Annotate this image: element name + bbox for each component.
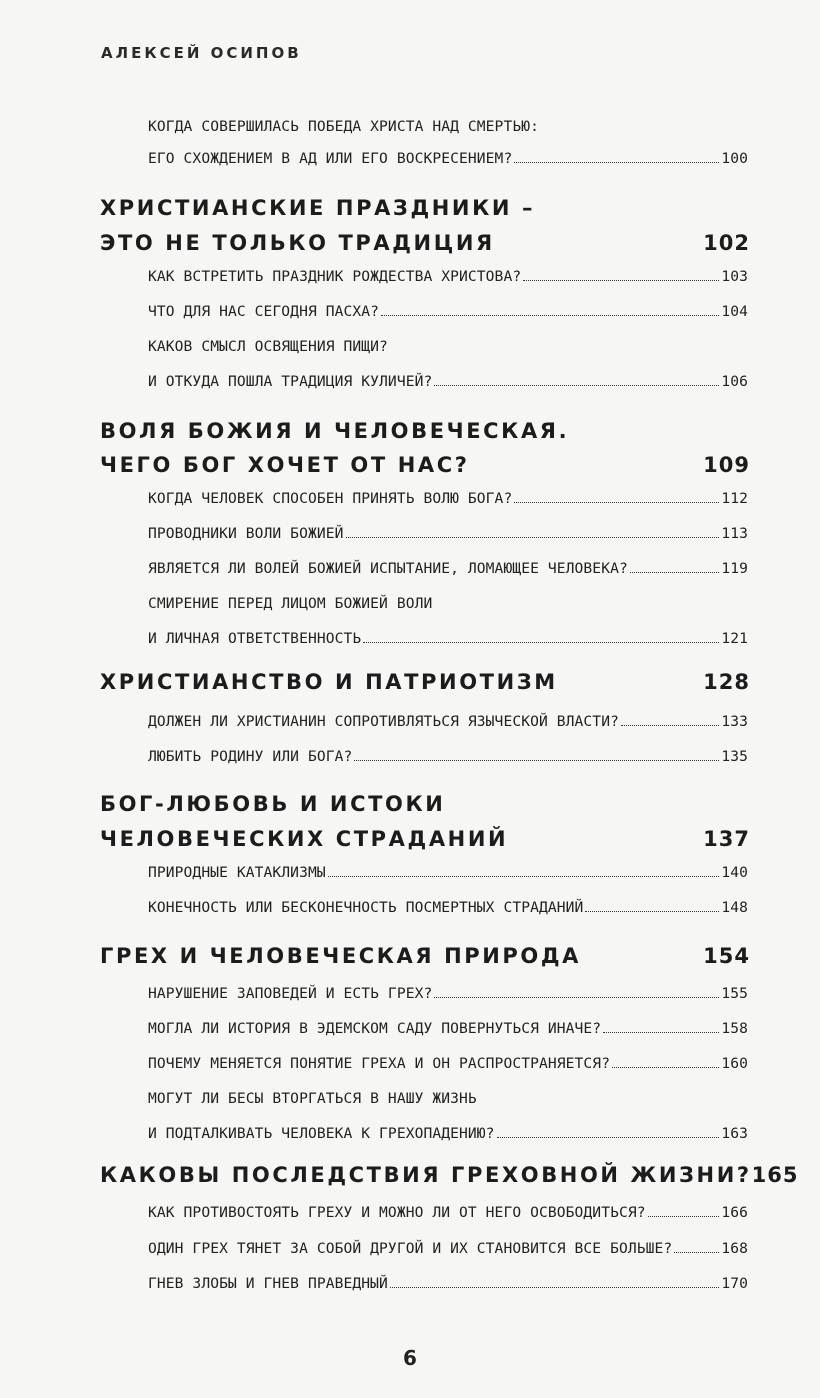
entry-title: ЕГО СХОЖДЕНИЕМ В АД ИЛИ ЕГО ВОСКРЕСЕНИЕМ? xyxy=(148,150,513,167)
entry-page-number: 140 xyxy=(721,864,748,881)
section-title: ЧЕГО БОГ ХОЧЕТ ОТ НАС? xyxy=(100,453,470,477)
toc-entry xyxy=(148,1090,748,1107)
entry-title: СМИРЕНИЕ ПЕРЕД ЛИЦОМ БОЖИЕЙ ВОЛИ xyxy=(148,595,433,612)
dot-leader xyxy=(674,1252,719,1253)
section-title: ХРИСТИАНСКИЕ ПРАЗДНИКИ – xyxy=(100,196,536,220)
entry-title: ЛЮБИТЬ РОДИНУ ИЛИ БОГА? xyxy=(148,748,353,765)
toc-entry xyxy=(148,864,748,881)
toc-section-heading xyxy=(100,453,750,477)
entry-title: ПРИРОДНЫЕ КАТАКЛИЗМЫ xyxy=(148,864,326,881)
toc-section-heading xyxy=(100,231,750,255)
entry-title: МОГУТ ЛИ БЕСЫ ВТОРГАТЬСЯ В НАШУ ЖИЗНЬ xyxy=(148,1090,477,1107)
entry-page-number: 104 xyxy=(721,303,748,320)
dot-leader xyxy=(603,1032,719,1033)
dot-leader xyxy=(514,162,719,163)
toc-section-heading xyxy=(100,419,750,443)
dot-leader xyxy=(612,1067,719,1068)
dot-leader xyxy=(434,385,719,386)
entry-title: КАК ПРОТИВОСТОЯТЬ ГРЕХУ И МОЖНО ЛИ ОТ НЕГО ОСВОБОДИТЬСЯ? xyxy=(148,1204,646,1221)
entry-page-number: 128 xyxy=(703,670,750,694)
entry-page-number: 112 xyxy=(721,490,748,507)
dot-leader xyxy=(630,572,719,573)
entry-page-number: 135 xyxy=(721,748,748,765)
toc-entry xyxy=(148,748,748,765)
entry-title: ГНЕВ ЗЛОБЫ И ГНЕВ ПРАВЕДНЫЙ xyxy=(148,1275,388,1292)
toc-section-heading xyxy=(100,670,750,694)
entry-title: КОНЕЧНОСТЬ ИЛИ БЕСКОНЕЧНОСТЬ ПОСМЕРТНЫХ СТРАДАНИЙ xyxy=(148,899,584,916)
section-title: ЭТО НЕ ТОЛЬКО ТРАДИЦИЯ xyxy=(100,231,495,255)
dot-leader xyxy=(346,537,720,538)
entry-page-number: 103 xyxy=(721,268,748,285)
dot-leader xyxy=(648,1216,720,1217)
entry-page-number: 170 xyxy=(721,1275,748,1292)
dot-leader xyxy=(585,911,719,912)
toc-section-heading xyxy=(100,792,750,816)
running-head-author: АЛЕКСЕЙ ОСИПОВ xyxy=(101,44,302,62)
toc-entry xyxy=(148,1240,748,1257)
entry-title: ПОЧЕМУ МЕНЯЕТСЯ ПОНЯТИЕ ГРЕХА И ОН РАСПРОСТРАНЯЕТСЯ? xyxy=(148,1055,611,1072)
entry-title: КАКОВ СМЫСЛ ОСВЯЩЕНИЯ ПИЩИ? xyxy=(148,338,388,355)
toc-entry xyxy=(148,1204,748,1221)
entry-title: НАРУШЕНИЕ ЗАПОВЕДЕЙ И ЕСТЬ ГРЕХ? xyxy=(148,985,433,1002)
toc-entry xyxy=(148,899,748,916)
toc-entry xyxy=(148,118,748,135)
dot-leader xyxy=(363,642,719,643)
toc-entry xyxy=(148,373,748,390)
entry-title: И ПОДТАЛКИВАТЬ ЧЕЛОВЕКА К ГРЕХОПАДЕНИЮ? xyxy=(148,1125,495,1142)
dot-leader xyxy=(354,760,719,761)
toc-entry xyxy=(148,1055,748,1072)
entry-page-number: 148 xyxy=(721,899,748,916)
entry-page-number: 102 xyxy=(703,231,750,255)
entry-title: КАК ВСТРЕТИТЬ ПРАЗДНИК РОЖДЕСТВА ХРИСТОВА? xyxy=(148,268,522,285)
section-title: БОГ-ЛЮБОВЬ И ИСТОКИ xyxy=(100,792,446,816)
entry-title: ПРОВОДНИКИ ВОЛИ БОЖИЕЙ xyxy=(148,525,344,542)
entry-title: КОГДА СОВЕРШИЛАСЬ ПОБЕДА ХРИСТА НАД СМЕРТЬЮ: xyxy=(148,118,539,135)
toc-section-heading xyxy=(100,944,750,968)
toc-entry xyxy=(148,630,748,647)
entry-page-number: 168 xyxy=(721,1240,748,1257)
entry-page-number: 106 xyxy=(721,373,748,390)
section-title: ХРИСТИАНСТВО И ПАТРИОТИЗМ xyxy=(100,670,558,694)
toc-section-heading xyxy=(100,827,750,851)
toc-entry xyxy=(148,490,748,507)
entry-page-number: 166 xyxy=(721,1204,748,1221)
toc-entry xyxy=(148,1125,748,1142)
toc-entry xyxy=(148,1020,748,1037)
entry-page-number: 165 xyxy=(751,1163,799,1187)
section-title: ЧЕЛОВЕЧЕСКИХ СТРАДАНИЙ xyxy=(100,827,509,851)
toc-entry xyxy=(148,303,748,320)
toc-entry xyxy=(148,268,748,285)
dot-leader xyxy=(381,315,719,316)
entry-page-number: 119 xyxy=(721,560,748,577)
entry-page-number: 154 xyxy=(703,944,750,968)
entry-title: ОДИН ГРЕХ ТЯНЕТ ЗА СОБОЙ ДРУГОЙ И ИХ СТАНОВИТСЯ ВСЕ БОЛЬШЕ? xyxy=(148,1240,673,1257)
section-title: ГРЕХ И ЧЕЛОВЕЧЕСКАЯ ПРИРОДА xyxy=(100,944,582,968)
toc-entry xyxy=(148,525,748,542)
toc-section-heading xyxy=(100,196,750,220)
entry-page-number: 109 xyxy=(703,453,750,477)
dot-leader xyxy=(514,502,719,503)
toc-entry xyxy=(148,150,748,167)
dot-leader xyxy=(621,725,719,726)
entry-page-number: 121 xyxy=(721,630,748,647)
entry-title: КОГДА ЧЕЛОВЕК СПОСОБЕН ПРИНЯТЬ ВОЛЮ БОГА? xyxy=(148,490,513,507)
dot-leader xyxy=(434,997,719,998)
entry-page-number: 163 xyxy=(721,1125,748,1142)
dot-leader xyxy=(390,1287,719,1288)
toc-entry xyxy=(148,713,748,730)
entry-page-number: 158 xyxy=(721,1020,748,1037)
section-title: ВОЛЯ БОЖИЯ И ЧЕЛОВЕЧЕСКАЯ. xyxy=(100,419,570,443)
section-title: КАКОВЫ ПОСЛЕДСТВИЯ ГРЕХОВНОЙ ЖИЗНИ? xyxy=(100,1163,752,1187)
dot-leader xyxy=(497,1137,720,1138)
entry-title: ЯВЛЯЕТСЯ ЛИ ВОЛЕЙ БОЖИЕЙ ИСПЫТАНИЕ, ЛОМАЮЩЕЕ ЧЕЛОВЕКА? xyxy=(148,560,628,577)
entry-title: МОГЛА ЛИ ИСТОРИЯ В ЭДЕМСКОМ САДУ ПОВЕРНУТЬСЯ ИНАЧЕ? xyxy=(148,1020,602,1037)
toc-entry xyxy=(148,338,748,355)
entry-title: ДОЛЖЕН ЛИ ХРИСТИАНИН СОПРОТИВЛЯТЬСЯ ЯЗЫЧЕСКОЙ ВЛАСТИ? xyxy=(148,713,619,730)
entry-page-number: 133 xyxy=(721,713,748,730)
entry-title: ЧТО ДЛЯ НАС СЕГОДНЯ ПАСХА? xyxy=(148,303,380,320)
entry-page-number: 113 xyxy=(721,525,748,542)
entry-page-number: 155 xyxy=(721,985,748,1002)
page-number: 6 xyxy=(403,1346,417,1370)
entry-page-number: 160 xyxy=(721,1055,748,1072)
entry-page-number: 100 xyxy=(721,150,748,167)
dot-leader xyxy=(328,876,720,877)
toc-section-heading xyxy=(100,1163,799,1187)
entry-title: И ОТКУДА ПОШЛА ТРАДИЦИЯ КУЛИЧЕЙ? xyxy=(148,373,433,390)
entry-title: И ЛИЧНАЯ ОТВЕТСТВЕННОСТЬ xyxy=(148,630,362,647)
toc-entry xyxy=(148,1275,748,1292)
toc-entry xyxy=(148,985,748,1002)
dot-leader xyxy=(523,280,719,281)
entry-page-number: 137 xyxy=(703,827,750,851)
toc-entry xyxy=(148,560,748,577)
toc-entry xyxy=(148,595,748,612)
